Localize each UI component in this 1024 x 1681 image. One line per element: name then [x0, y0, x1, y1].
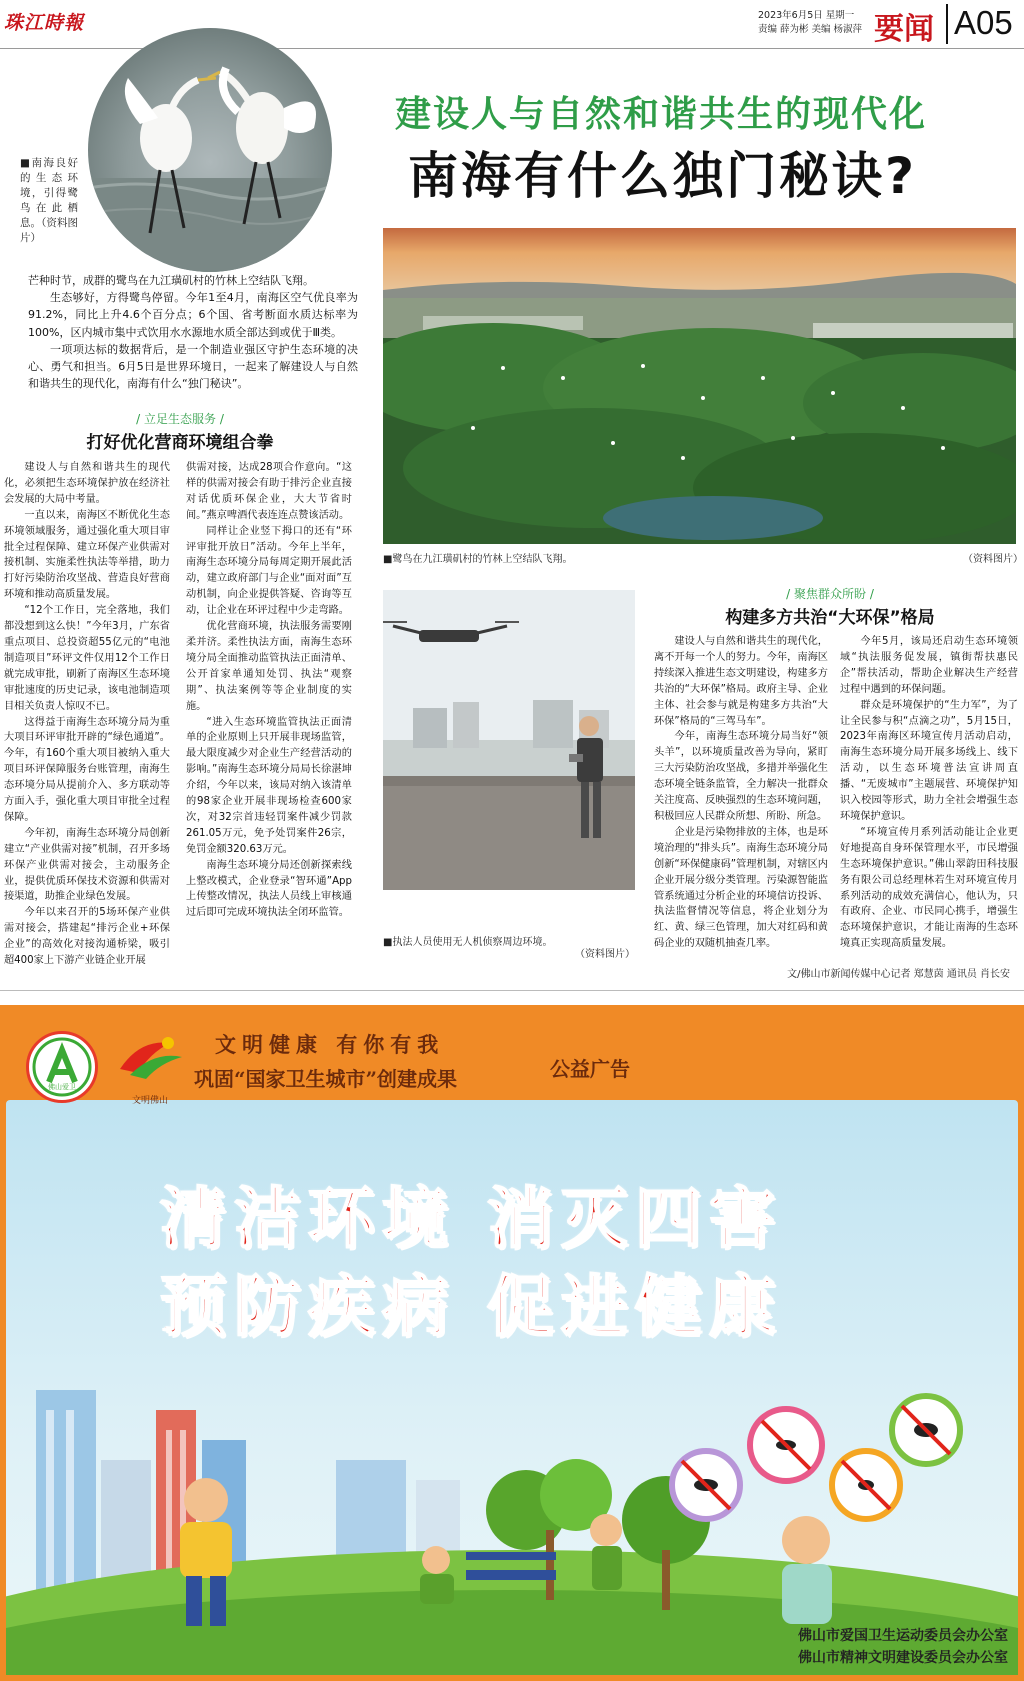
patriotic-health-logo — [26, 1031, 98, 1103]
s2c1-paragraph: 建设人与自然和谐共生的现代化，离不开每一个人的努力。今年，南海区持续深入推进生态文明建设，构建多方共治的“大环保”格局。政府主导、企业主体、社会参与就是构建多方共治“大环保”格局的“三驾马车”。 — [654, 636, 828, 727]
newspaper-logo: 珠江時報 — [4, 12, 85, 34]
s1c2-paragraph: 供需对接，达成28项合作意向。“这样的供需对接会有助于排污企业直接对话优质环保企业，大大节省时间。”燕京啤酒代表连连点赞该活动。 — [186, 462, 352, 521]
section2-tag: / 聚焦群众所盼 / — [786, 587, 874, 601]
s2c2-paragraph: 群众是环境保护的“生力军”，为了让全民参与积“点滴之功”，5月15日，2023年南海区环境宣传月活动启动，南海生态环境分局开展多场线上、线下活动，以生态环境普法宣讲周直播、“无废城市”主题展营、环境保护知识入校园等形式，助力全社会增强生态环境保护意识。 — [840, 699, 1018, 822]
s1c1-paragraph: 今年以来召开的5场环保产业供需对接会，搭建起“排污企业+环保企业”的高效化对接沟通桥梁，吸引超400家上下游产业链企业开展 — [4, 907, 170, 967]
landscape-illustration — [383, 228, 1016, 544]
s1c2-paragraph: 同样让企业竖下拇口的还有“环评审批开放日”活动。今年上半年，南海生态环境分局每周定期开展此活动，建立政府部门与企业“面对面”互动机制，向企业提供答疑、咨询等互动，让企业在环评过程中少走弯路。 — [186, 525, 352, 617]
s2c1-paragraph: 今年，南海生态环境分局当好“领头羊”，以环境质量改善为导向，紧盯三大污染防治攻坚战，多措并举强化生态环境全链条监管，全力解决一批群众关注度高、反映强烈的生态环境问题，积极回应人民群众所想、所盼、所急。 — [654, 731, 828, 822]
section2-title: 构建多方共治“大环保”格局 — [725, 608, 935, 628]
ad-big-slogan-2: 预防疾病 促进健康 — [160, 1267, 783, 1345]
logo-ribbon-icon — [110, 1029, 190, 1089]
s1c2-paragraph: 优化营商环境，执法服务需要刚柔并济。柔性执法方面，南海生态环境分局全面推动监管执法正面清单、公开首家单通知处罚、执法“观察期”、执法案例等等企业制度的实施。 — [186, 621, 352, 712]
drone-photo-credit: （资料图片） — [575, 949, 635, 960]
civilized-foshan-logo — [110, 1029, 190, 1105]
lead-sentence-3: 一项项达标的数据背后，是一个制造业强区守护生态环境的决心、勇气和担当。6月5日是世界环境日，一起来了解建设人与自然和谐共生的现代化，南海有什么“独门秘诀”。 — [28, 342, 358, 391]
psa-label: 公益广告 — [550, 1057, 630, 1081]
s2c2-paragraph: “环境宣传月系列活动能让企业更好地提高自身环保管理水平，市民增强生态环境保护意识。”佛山翠韵田科技服务有限公司总经理林若生对环境宣传月系列活动的成效充满信心，他认为，只有政府、企业、市民同心携手，增强生态环境保护意识，才能让南海的生态环境真正实现高质量发展。 — [840, 826, 1018, 950]
article-byline: 文/佛山市新闻传媒中心记者 郑慧茵 通讯员 肖长安 — [787, 969, 1010, 980]
ad-slogan-line2: 巩固“国家卫生城市”创建成果 — [194, 1067, 458, 1091]
s1c1-paragraph: “12个工作日，完全落地，我们都没想到这么快！”今年3月，广东省重点项目、总投资超55亿元的“电池制造项目”环评文件仅用12个工作日就完成审批，刷新了南海区生态环境审批速度的历史记录，该电池制造项目相关负责人惊叹不已。 — [4, 605, 170, 712]
date-info — [758, 9, 868, 37]
s1c1-paragraph: 今年初，南海生态环境分局创新建立“产业供需对接”机制，召开多场环保产业供需对接会，主动服务企业，提供优质环保技术资源和供需对接渠道，助推企业绿色发展。 — [4, 827, 170, 903]
ad-sponsor-2: 佛山市精神文明建设委员会办公室 — [798, 1650, 1008, 1666]
s1c1-paragraph: 这得益于南海生态环境分局为重大项目环评审批开辟的“绿色通道”。今年，有160个重大项目被纳入重大项目环评保障服务台账管理，南海生态环境分局从提前介入、多方联动等方面入手，强化重大项目审批全过程保障。 — [4, 716, 170, 823]
main-photo-credit: （资料图片） — [963, 554, 1023, 565]
lead-sentence-1: 芒种时节，成群的鹭鸟在九江璜矶村的竹林上空结队飞翔。 — [28, 274, 314, 287]
logo1-text: 佛山爱卫 — [48, 1083, 76, 1091]
s1c1-paragraph: 建设人与自然和谐共生的现代化，必须把生态环境保护放在经济社会发展的大局中考量。 — [4, 462, 170, 505]
bamboo-forest-photo — [383, 228, 1016, 544]
page-number: A05 — [946, 4, 1024, 44]
drone-photo-caption: ■执法人员使用无人机侦察周边环境。 — [383, 937, 553, 948]
s2c2-paragraph: 今年5月，该局还启动生态环境领域“执法服务促发展，镇街帮扶惠民企”帮扶活动，帮助企业解决生产经营过程中遇到的环保问题。 — [840, 636, 1018, 695]
section2-column-1 — [654, 634, 828, 954]
s1c1-paragraph: 一直以来，南海区不断优化生态环境领域服务，通过强化重大项目审批全过程保障、建立环保产业供需对接机制、实施柔性执法等举措，助力打好污染防治攻坚战、营造良好营商环境和推动高质量发展。 — [4, 509, 170, 601]
ad-sponsor-1: 佛山市爱国卫生运动委员会办公室 — [798, 1628, 1008, 1644]
pest-icons — [672, 1396, 960, 1519]
headline-title: 南海有什么独门秘诀? — [408, 147, 918, 205]
publish-date: 2023年6月5日 星期一 — [758, 10, 855, 21]
headline-kicker: 建设人与自然和谐共生的现代化 — [395, 94, 928, 135]
lead-sentence-2: 生态够好，方得鹭鸟停留。今年1至4月，南海区空气优良率为91.2%，同比上升4.6个百分点；6个国、省考断面水质达标率为100%，区内城市集中式饮用水水源地水质全部达到或优于Ⅲ类。 — [28, 291, 358, 339]
lead-paragraph — [28, 272, 358, 392]
drone-illustration — [383, 590, 635, 890]
editor-credits: 责编 薛为彬 美编 杨淑萍 — [758, 24, 863, 35]
egret-illustration — [88, 28, 332, 272]
ad-divider — [0, 990, 1024, 991]
s1c2-paragraph: “进入生态环境监管执法正面清单的企业原则上只开展非现场监管，最大限度减少对企业生产经营活动的影响。”南海生态环境分局局长徐湛坤介绍，今年以来，该局对纳入该清单的98家企业开展非现场检查600家次，对32宗首违轻罚案件减少罚款261.05万元，免予处罚案件26宗，免罚金额320.63万元。 — [186, 716, 352, 855]
ad-big-slogan-1: 清洁环境 消灭四害 — [160, 1179, 783, 1257]
main-photo-caption: ■鹭鸟在九江璜矶村的竹林上空结队飞翔。 — [383, 554, 573, 565]
egret-photo-caption: ■南海良好的生态环境，引得鹭鸟在此栖息。（资料图片） — [20, 157, 78, 244]
s2c1-paragraph: 企业是污染物排放的主体，也是环境治理的“排头兵”。南海生态环境分局创新“环保健康码”管理机制，对辖区内企业开展分级分类管理。污染源智能监管系统通过分析企业的环境信访投诉、执法监督情况等信息，将企业划分为红、黄、绿三色管理，加大对红码和黄码企业的双随机抽查几率。 — [654, 826, 828, 950]
section-name: 要闻 — [874, 12, 934, 47]
logo2-text: 文明佛山 — [131, 1096, 168, 1106]
drone-photo — [383, 590, 635, 890]
section1-tag: / 立足生态服务 / — [136, 412, 224, 426]
ad-slogan-line1: 文明健康 有你有我 — [215, 1032, 445, 1057]
section1-column-2 — [186, 460, 352, 980]
s1c2-paragraph: 南海生态环境分局还创新探索线上整改模式，企业登录“智环通”App上传整改情况，执法人员线上审核通过后即可完成环境执法全闭环监管。 — [186, 859, 352, 919]
section1-column-1 — [4, 460, 170, 980]
section1-title: 打好优化营商环境组合拳 — [86, 433, 274, 453]
section2-column-2 — [840, 634, 1018, 954]
egret-photo — [88, 28, 332, 272]
public-service-ad — [0, 1005, 1024, 1681]
